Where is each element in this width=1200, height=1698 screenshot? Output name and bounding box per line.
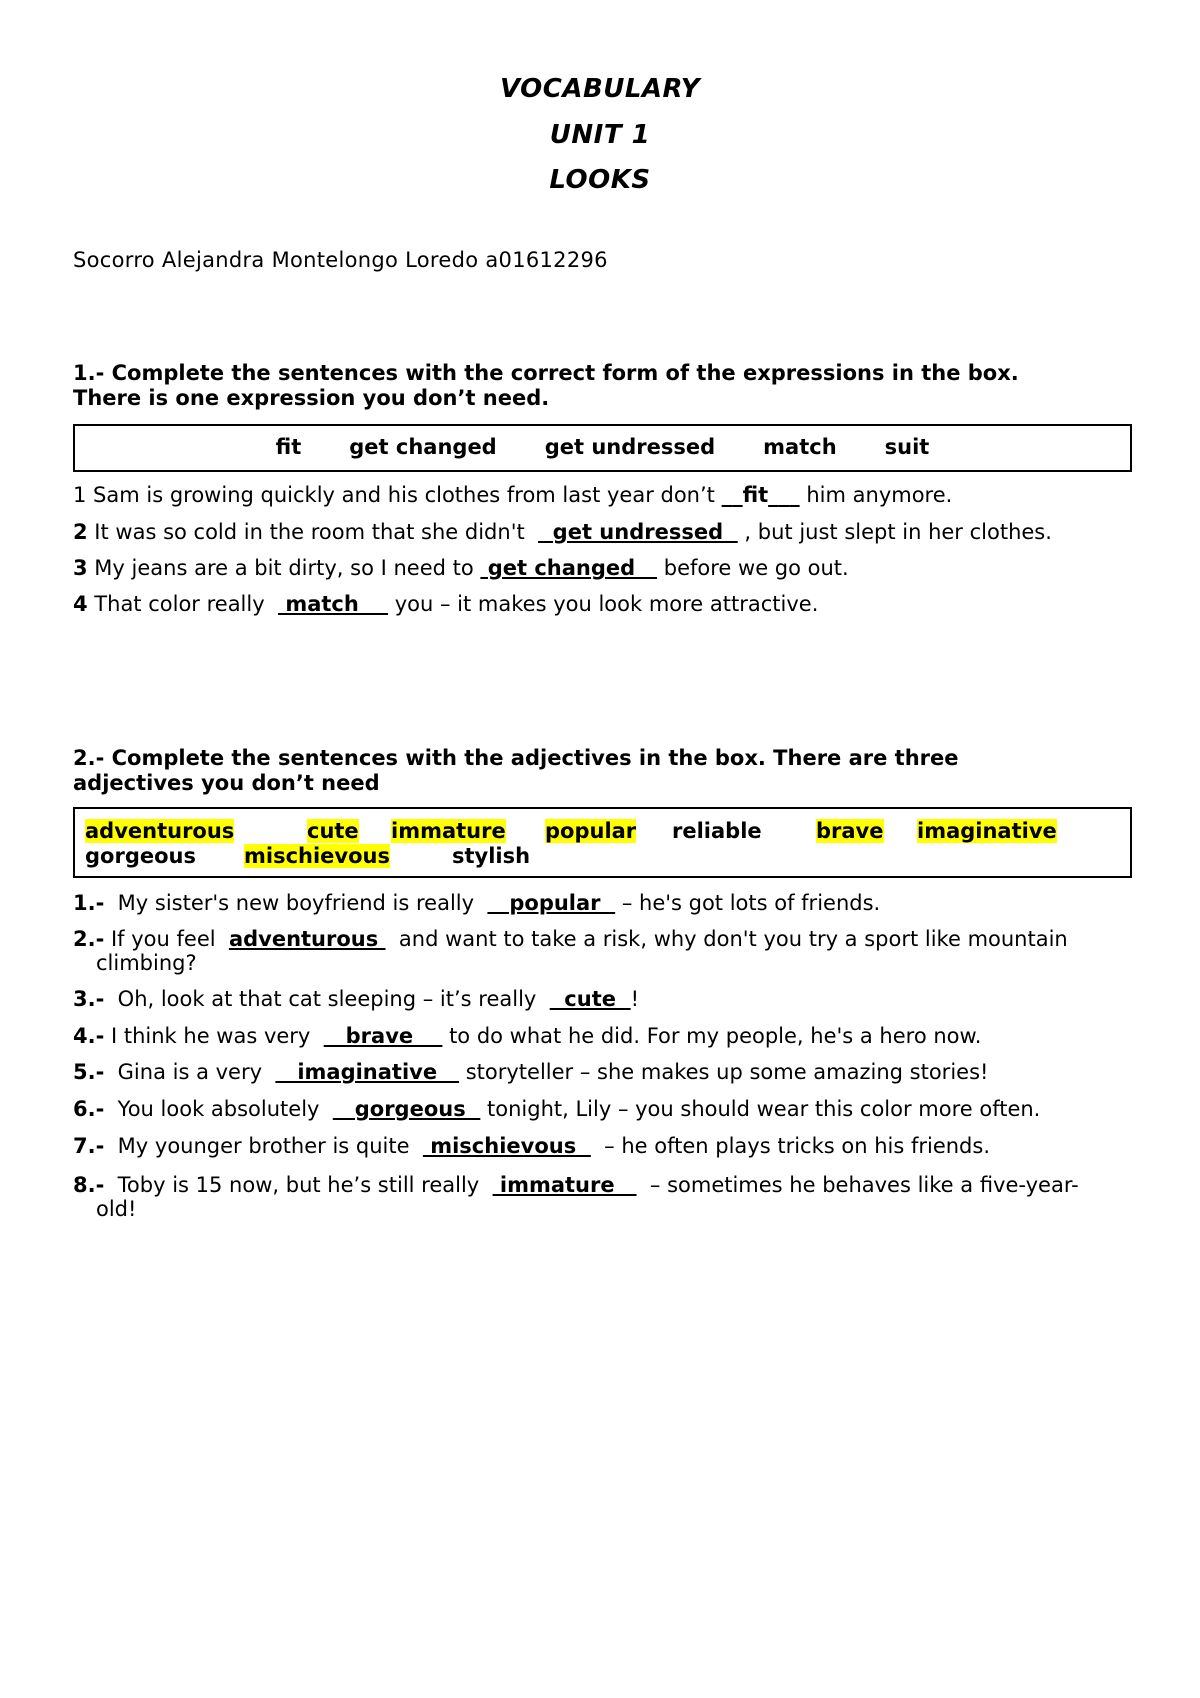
answer-blank: match [278, 592, 389, 616]
sentence-text: Toby is 15 now, but he’s still really [104, 1173, 493, 1197]
sentence-text: Oh, look at that cat sleeping – it’s really [104, 987, 550, 1011]
ex2-sentence [73, 1134, 990, 1158]
sentence-text: him anymore. [799, 483, 953, 507]
sentence-text: If you feel [104, 927, 229, 951]
ex1-word: get undressed [544, 435, 716, 459]
student-name: Socorro Alejandra Montelongo Loredo a01612296 [73, 248, 608, 272]
sentence-text: I think he was very [104, 1024, 324, 1048]
sentence-number: 4 [73, 592, 88, 616]
sentence-number: 1.- [73, 891, 105, 915]
sentence-text: My younger brother is quite [104, 1134, 423, 1158]
answer-blank: get changed [480, 556, 658, 580]
ex1-word: fit [275, 435, 302, 459]
sentence-text: You look absolutely [104, 1097, 333, 1121]
sentence-text: My sister's new boyfriend is really [104, 891, 488, 915]
answer-blank: mischievous [422, 1134, 591, 1158]
answer-blank: cute [549, 987, 631, 1011]
sentence-text: Gina is a very [104, 1060, 276, 1084]
ex2-word: brave [816, 819, 884, 843]
answer-blank: imaginative [275, 1060, 460, 1084]
ex1-word: match [763, 435, 837, 459]
ex2-instruction-line2: adjectives you don’t need [73, 771, 380, 795]
ex2-word: stylish [452, 844, 531, 868]
sentence-number: 6.- [73, 1097, 105, 1121]
doc-topic: LOOKS [549, 165, 651, 195]
sentence-text: That color really [87, 592, 279, 616]
sentence-text: – he's got lots of friends. [615, 891, 881, 915]
sentence-text: It was so cold in the room that she didn't [87, 520, 539, 544]
answer-blank: popular [487, 891, 616, 915]
ex1-instruction-line1: 1.- Complete the sentences with the correct form of the expressions in the box. [73, 361, 1019, 385]
ex2-word: reliable [672, 819, 762, 843]
ex2-instruction-line1: 2.- Complete the sentences with the adjectives in the box. There are three [73, 746, 959, 770]
sentence-number: 1 [73, 483, 87, 507]
ex2-word: adventurous [85, 819, 235, 843]
ex2-sentence [73, 891, 880, 915]
sentence-number: 5.- [73, 1060, 105, 1084]
sentence-text: , but just slept in her clothes. [737, 520, 1052, 544]
sentence-text: tonight, Lily – you should wear this color more often. [480, 1097, 1041, 1121]
ex1-word-box [73, 424, 1132, 472]
doc-unit: UNIT 1 [549, 120, 651, 150]
sentence-text: before we go out. [657, 556, 849, 580]
ex2-word: mischievous [244, 844, 390, 868]
answer-blank: immature [492, 1173, 637, 1197]
ex1-instruction-line2: There is one expression you don’t need. [73, 386, 550, 410]
sentence-number: 7.- [73, 1134, 105, 1158]
ex2-sentence [73, 1097, 1040, 1121]
sentence-continuation: old! [96, 1197, 137, 1221]
answer-blank: get undressed [538, 520, 738, 544]
ex1-word-list [75, 435, 1130, 459]
ex2-word: immature [391, 819, 506, 843]
ex1-sentence [73, 483, 952, 507]
ex2-sentence [73, 1173, 1079, 1197]
answer-blank: adventurous [228, 927, 386, 951]
ex2-sentence [73, 1024, 981, 1048]
sentence-number: 3.- [73, 987, 105, 1011]
answer-blank: gorgeous [332, 1097, 481, 1121]
ex2-word: popular [545, 819, 637, 843]
sentence-text: – sometimes he behaves like a five-year- [636, 1173, 1079, 1197]
sentence-text: you – it makes you look more attractive. [388, 592, 819, 616]
sentence-text: ! [630, 987, 640, 1011]
sentence-number: 8.- [73, 1173, 105, 1197]
ex2-sentence [73, 927, 1068, 951]
answer-blank: brave [323, 1024, 443, 1048]
sentence-text: to do what he did. For my people, he's a hero now. [442, 1024, 982, 1048]
sentence-text: My jeans are a bit dirty, so I need to [87, 556, 481, 580]
sentence-text: – he often plays tricks on his friends. [590, 1134, 991, 1158]
ex2-sentence [73, 1060, 988, 1084]
ex2-word: cute [307, 819, 359, 843]
sentence-continuation: climbing? [96, 951, 197, 975]
ex1-sentence [73, 592, 818, 616]
sentence-number: 2 [73, 520, 88, 544]
sentence-text: Sam is growing quickly and his clothes from last year don’t [86, 483, 722, 507]
ex2-word-box [73, 807, 1132, 878]
answer-blank: __fit___ [721, 483, 800, 507]
ex1-sentence [73, 520, 1052, 544]
ex1-word: get changed [349, 435, 497, 459]
ex1-word: suit [884, 435, 930, 459]
ex1-sentence [73, 556, 849, 580]
sentence-text: and want to take a risk, why don't you try a sport like mountain [385, 927, 1068, 951]
ex2-word: gorgeous [85, 844, 196, 868]
ex2-sentence [73, 987, 639, 1011]
ex2-word: imaginative [917, 819, 1057, 843]
sentence-text: storyteller – she makes up some amazing stories! [459, 1060, 989, 1084]
sentence-number: 4.- [73, 1024, 105, 1048]
sentence-number: 3 [73, 556, 88, 580]
sentence-number: 2.- [73, 927, 105, 951]
doc-title: VOCABULARY [499, 74, 701, 104]
